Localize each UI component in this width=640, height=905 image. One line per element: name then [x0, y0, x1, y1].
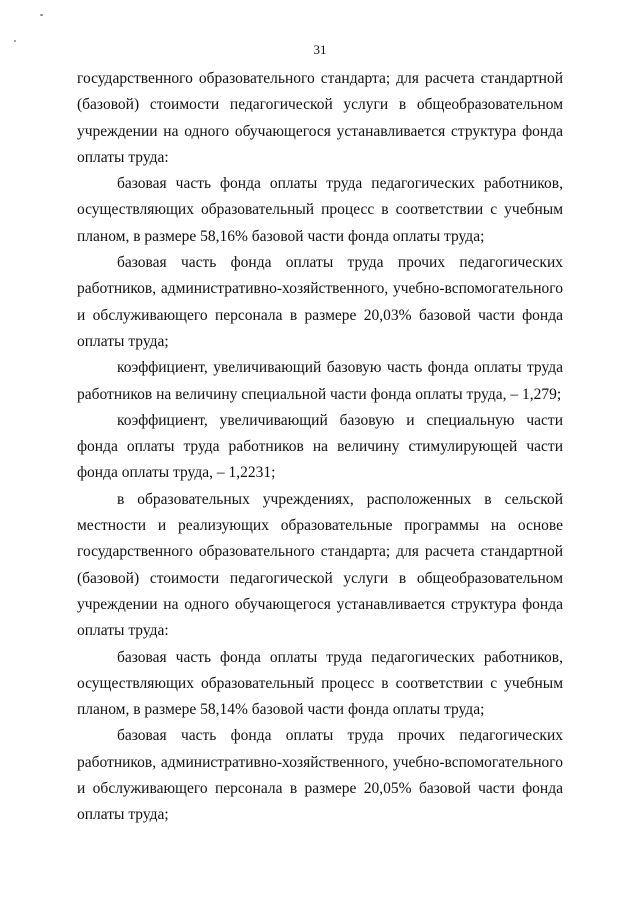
paragraph-8: базовая часть фонда оплаты труда прочих педагогических работников, административно-хозяйственного, учебно-вспомогательного и обслуживающего персонала в размере 20,05% базовой части фонда оплаты труда;: [77, 727, 563, 824]
paragraph-5: коэффициент, увеличивающий базовую и специальную части фонда оплаты труда работников на величину стимулирующей части фонда оплаты труда, – 1,2231;: [77, 411, 563, 482]
paragraph-7: базовая часть фонда оплаты труда педагогических работников, осуществляющих образовательный процесс в соответствии с учебным планом, в размере 58,14% базовой части фонда оплаты труда;: [77, 648, 563, 719]
page-number: 31: [313, 42, 327, 57]
paragraph-3: базовая часть фонда оплаты труда прочих педагогических работников, административно-хозяйственного, учебно-вспомогательного и обслуживающего персонала в размере 20,03% базовой части фонда оплаты труда;: [77, 254, 563, 350]
paragraph-1: государственного образовательного стандарта; для расчета стандартной (базовой) стоимости педагогической услуги в общеобразовательном учреждении на одного обучающегося устанавливается структура фонда оплаты труда:: [77, 70, 563, 166]
paragraph-2: базовая часть фонда оплаты труда педагогических работников, осуществляющих образовательный процесс в соответствии с учебным планом, в размере 58,16% базовой части фонда оплаты труда;: [77, 175, 563, 245]
paragraph-4: коэффициент, увеличивающий базовую часть фонда оплаты труда работников на величину специальной части фонда оплаты труда, – 1,279;: [77, 359, 563, 403]
paragraph-6: в образовательных учреждениях, расположенных в сельской местности и реализующих образовательные программы на основе государственного образовательного стандарта; для расчета стандартной (базовой) стоимости педагогической услуги в общеобразовательном учреждении на одного обучающегося устанавливается структура фонда оплаты труда:: [77, 490, 563, 640]
document-body: [77, 66, 563, 829]
scan-speck: [40, 14, 43, 16]
